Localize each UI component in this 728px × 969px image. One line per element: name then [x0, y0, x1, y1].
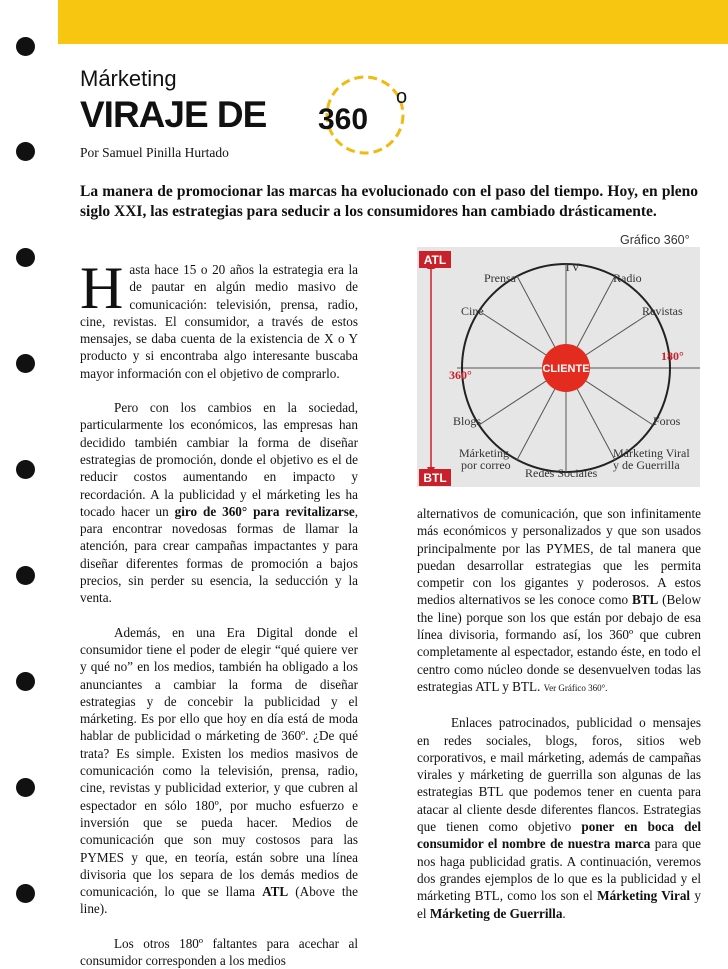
label-prensa: Prensa: [484, 271, 516, 285]
section-kicker: Márketing: [80, 66, 177, 91]
paragraph-5: [417, 505, 701, 697]
title-number: 360: [318, 103, 369, 136]
label-marketing-correo-1: Márketing: [459, 446, 509, 460]
byline: Por Samuel Pinilla Hurtado: [80, 145, 229, 160]
label-tv: TV: [564, 260, 580, 274]
binder-hole: [16, 672, 35, 691]
label-marketing-correo-2: por correo: [461, 458, 511, 472]
paragraph-1-text: asta hace 15 o 20 años la estrategia era la de pautar en algún medio masivo de comunicación: televisión, prensa, radio, cine, revistas. El consumidor, a través de estos mensajes, se daba cuenta de la existencia de X o Y producto y si encontraba algo interesante buscaba mayor información con el objetivo de comprarlo.: [80, 262, 358, 381]
degree-180-label: 180°: [661, 349, 684, 363]
label-redes-sociales: Redes Sociales: [525, 466, 598, 480]
paragraph-6-text: Enlaces patrocinados, publicidad o mensajes en redes sociales, blogs, foros, sitios web corporativos, e mail márketing, además de campañas virales y márketing de guerrilla son algunas de las estrategias BTL que podemos tener en cuenta para atacar al cliente desde diferentes flancos. Estrategias que tienen como objetivo: [417, 715, 701, 835]
label-blogs: Blogs: [453, 414, 482, 428]
label-marketing-viral: Márketing Viral: [613, 446, 690, 460]
title-degree: o: [396, 86, 408, 108]
left-column: [80, 255, 358, 969]
degree-360-label: 360°: [449, 368, 472, 382]
drop-cap: H: [80, 255, 124, 321]
paragraph-6-bold-viral: Márketing Viral: [597, 888, 691, 904]
label-foros: Foros: [653, 414, 681, 428]
binder-hole: [16, 566, 35, 585]
paragraph-3: [80, 624, 358, 918]
paragraph-6-bold-guerrilla: Márketing de Guerrilla: [429, 905, 563, 921]
paragraph-6: [417, 714, 701, 922]
binder-hole: [16, 884, 35, 903]
header-color-band: [58, 0, 728, 44]
label-cine: Cine: [461, 304, 484, 318]
diagram-360: [417, 247, 700, 487]
paragraph-6-text-conj: y el: [417, 888, 702, 921]
paragraph-2-text: Pero con los cambios en la sociedad, particularmente los económicos, las empresas han decidido también cambiar la forma de diseñar estrategias de promoción, donde el objetivo es el de reducir costos aumentando en impacto y recordación. A la publicidad y el márketing les ha tocado hacer un: [80, 400, 358, 519]
paragraph-6-end: .: [562, 905, 566, 921]
paragraph-5-text-end: (Below the line) porque son los que están por debajo de esa línea divisoria, formando así, los 360º que cubren completamente al espectador, estando éste, en todo el centro como núcleo donde se desenvuelven todas las estrategias ATL y BTL.: [417, 592, 701, 694]
paragraph-6-text-mid: para que nos haga publicidad gratis. A continuación, veremos dos grandes ejemplos de lo que es la publicidad y el márketing BTL, como los son el: [417, 836, 701, 904]
atl-label: ATL: [423, 253, 447, 267]
paragraph-3-text: Además, en una Era Digital donde el consumidor tiene el poder de elegir “qué quiere ver y qué no” en los medios, también ha obligado a los anunciantes a cambiar la forma de diseñar estrategias y de concebir la publicidad y el márketing. Es por ello que hoy en día está de moda hablar de publicidad o márketing de 360º. ¿De qué trata? Es simple. Existen los medios masivos de comunicación como la televisión, prensa, radio, cine, revistas y publicidad exterior, y que cubren al espectador en sólo 180º, por mucho esfuerzo e inversión que se pueda hacer. Medios de comunicación que son muy costosos para las PYMES y que, en teoría, están sobre una línea divisoria que los separa de los demás medios de comunicación, lo que se llama: [80, 624, 358, 900]
btl-label: BTL: [423, 471, 447, 485]
paragraph-2: [80, 399, 358, 607]
label-revistas: Revistas: [642, 304, 683, 318]
right-column: [417, 505, 701, 922]
paragraph-5-bold: BTL: [631, 592, 659, 608]
binder-hole: [16, 354, 35, 373]
paragraph-5-text: alternativos de comunicación, que son infinitamente más económicos y personalizados y que son usados principalmente por las PYMES, de tal manera que puedan desarrollar estrategias que les permita competir con los gigantes y poderosos. A estos medios alternativos se les conoce como: [417, 506, 701, 608]
paragraph-4: Los otros 180º faltantes para acechar al consumidor corresponden a los medios: [80, 935, 358, 968]
binder-hole: [16, 142, 35, 161]
paragraph-2-bold: giro de 360° para revitalizarse: [174, 503, 355, 519]
paragraph-2-text-end: , para encontrar novedosas formas de llamar la atención, para crear campañas impactantes y para diseñar diferentes formas de promoción a bajos precios, sin perder su esencia, la seducción y la venta.: [80, 503, 358, 606]
binder-hole: [16, 778, 35, 797]
center-label: CLIENTE: [542, 363, 590, 375]
binder-hole: [16, 37, 35, 56]
figure-caption: Gráfico 360°: [620, 233, 690, 247]
label-radio: Radio: [613, 271, 642, 285]
paragraph-6-bold: poner en boca del consumidor el nombre de nuestra marca: [417, 819, 701, 852]
paragraph-3-bold: ATL: [262, 884, 289, 900]
page-title: VIRAJE DE: [80, 94, 267, 135]
label-guerrilla: y de Guerrilla: [613, 458, 680, 472]
binder-hole: [16, 460, 35, 479]
paragraph-3-text-end: (Above the line).: [80, 884, 358, 917]
lede: La manera de promocionar las marcas ha evolucionado con el paso del tiempo. Hoy, en pleno siglo XXI, las estrategias para seducir a los consumidores han cambiado drásticamente.: [80, 183, 698, 220]
paragraph-1: [80, 255, 358, 382]
binder-hole: [16, 248, 35, 267]
figure-reference: Ver Gráfico 360°.: [543, 682, 608, 693]
